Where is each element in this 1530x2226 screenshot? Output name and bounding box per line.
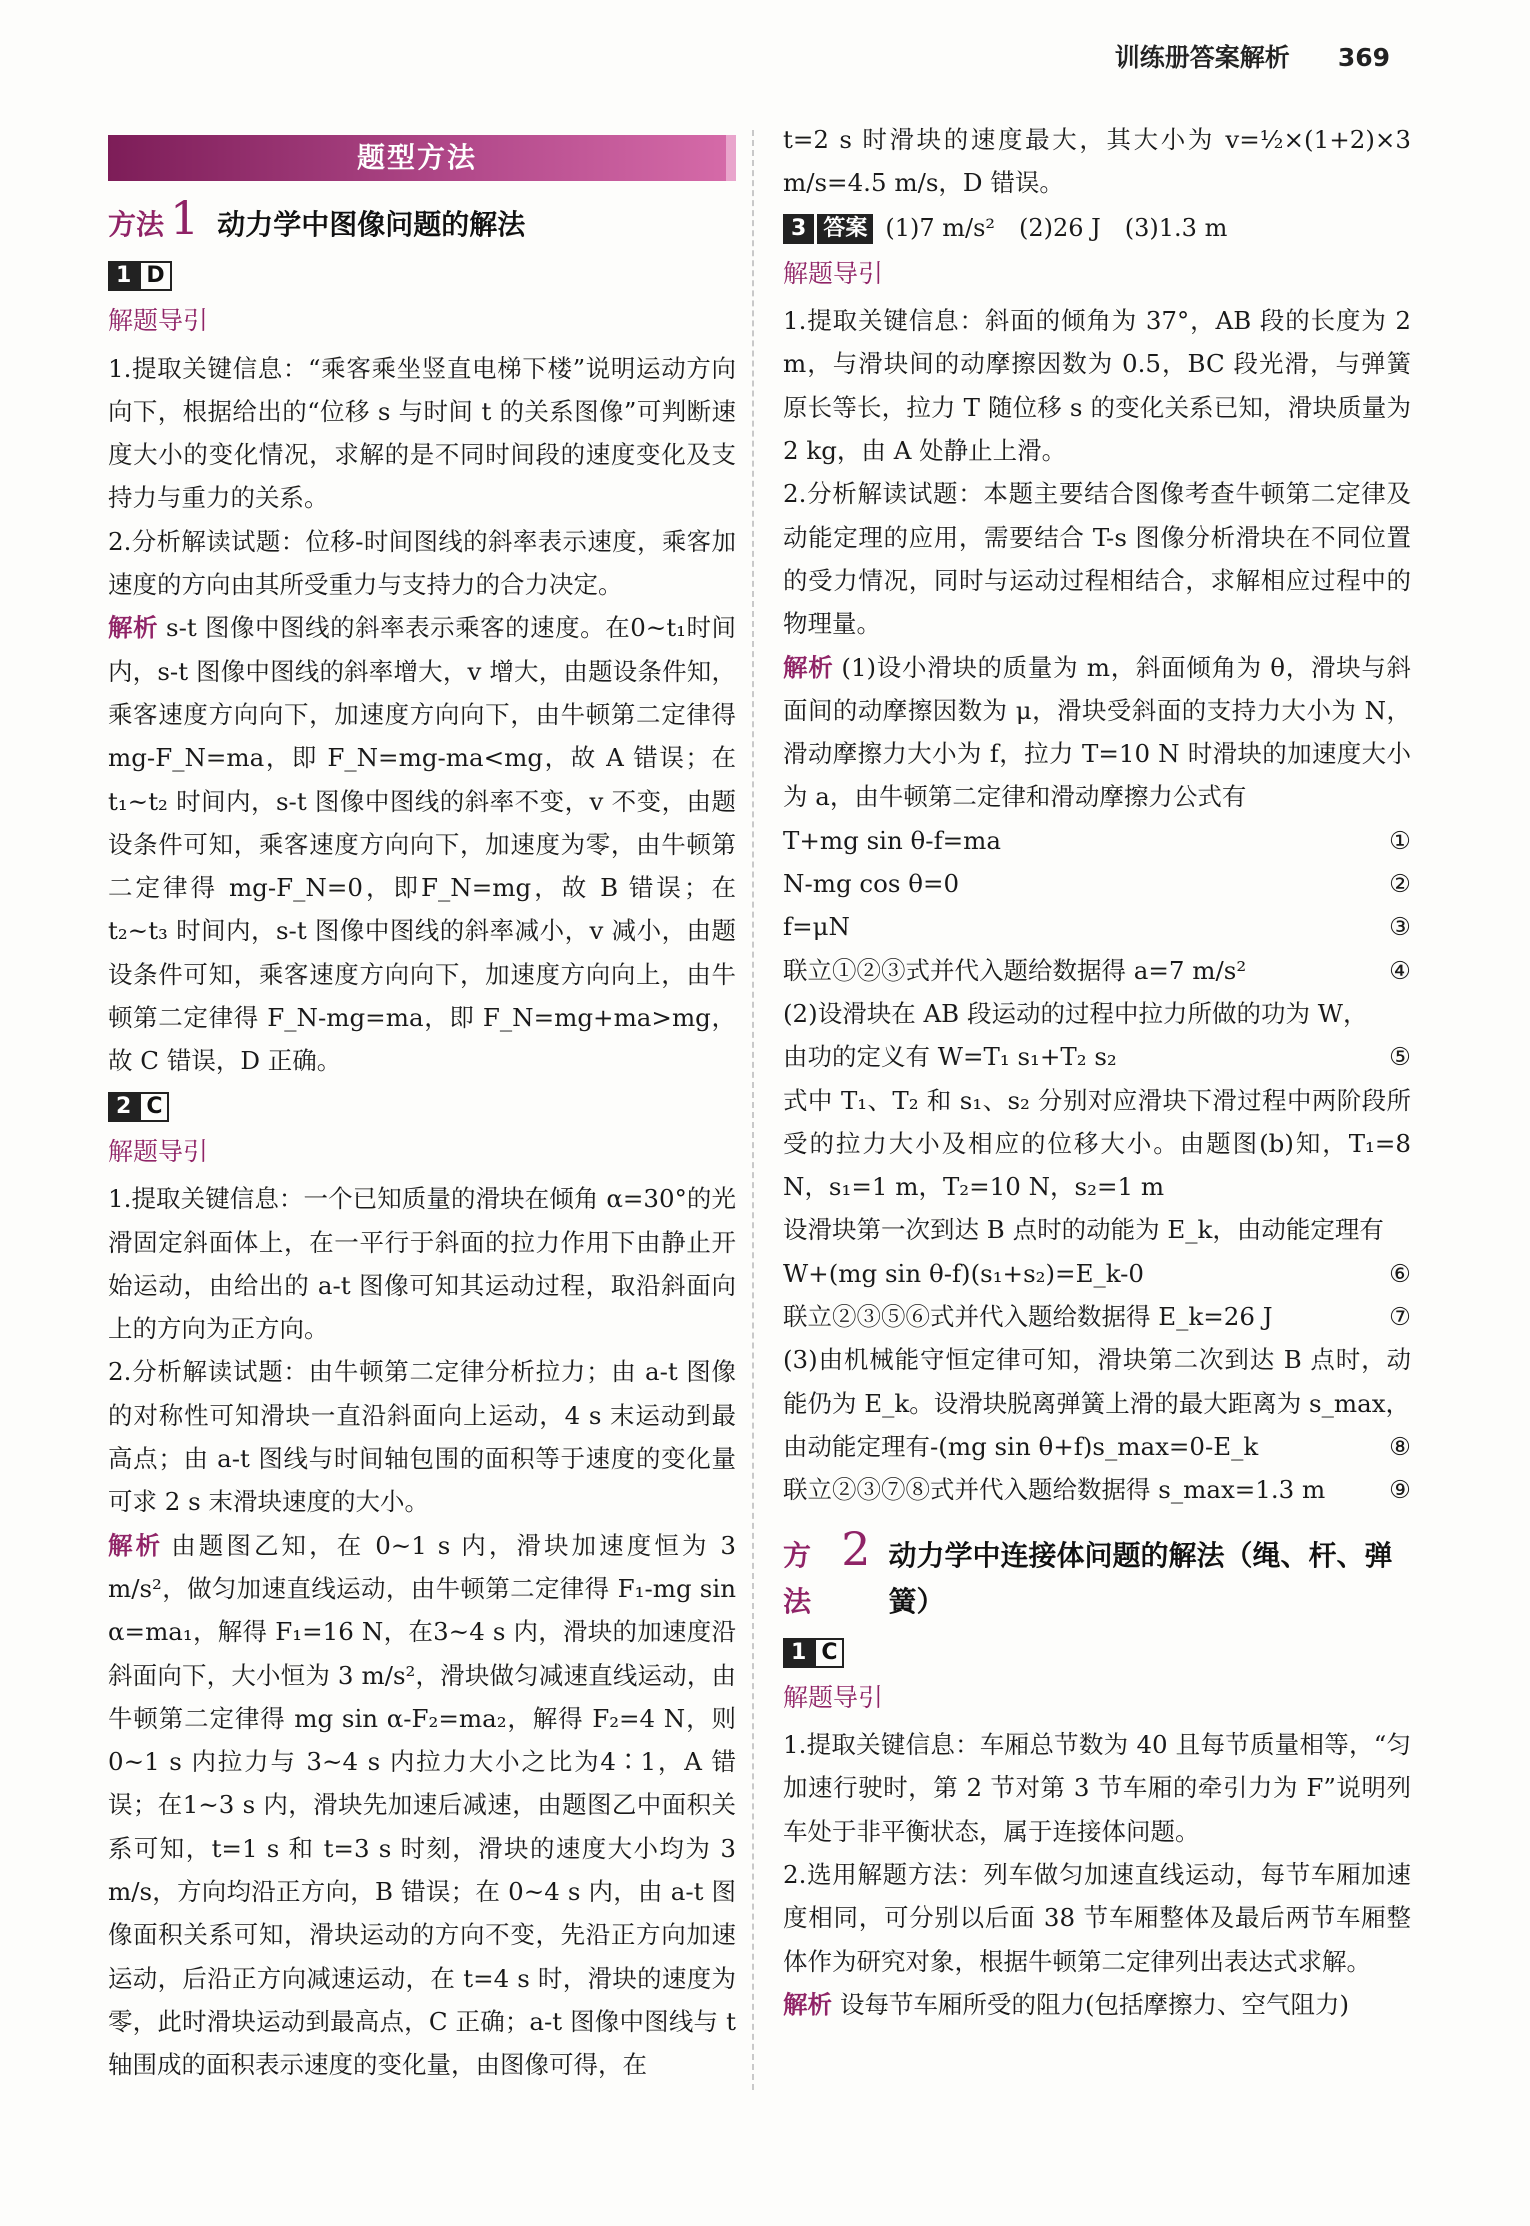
equation-text: 由功的定义有 W=T₁ s₁+T₂ s₂ [783, 1042, 1117, 1072]
equation-number: ④ [1389, 955, 1411, 985]
paragraph: 1.提取关键信息：“乘客乘坐竖直电梯下楼”说明运动方向向下，根据给出的“位移 s 与时间 t 的关系图像”可判断速度大小的变化情况，求解的是不同时间段的速度变化及支持力与重力的关系。 [108, 353, 736, 513]
header-title: 训练册答案解析 [1114, 43, 1290, 72]
guide-heading: 解题导引 [783, 1682, 884, 1712]
question-number: 1 [108, 261, 139, 291]
paragraph: 式中 T₁、T₂ 和 s₁、s₂ 分别对应滑块下滑过程中两阶段所受的拉力大小及相应的位移大小。由题图(b)知，T₁=8 N，s₁=1 m，T₂=10 N，s₂=1 m [783, 1085, 1411, 1202]
method-number: 1 [170, 191, 200, 245]
section-banner: 题型方法 [108, 135, 736, 181]
analysis-paragraph [783, 1983, 1411, 2026]
equation-text: 联立①②③式并代入题给数据得 a=7 m/s² [783, 955, 1247, 985]
method-label: 方法 [783, 1538, 812, 1618]
paragraph: 2.分析解读试题：位移-时间图线的斜率表示速度，乘客加速度的方向由其所受重力与支持力的合力决定。 [108, 526, 736, 600]
equation-text: 由动能定理有-(mg sin θ+f)s_max=0-E_k [783, 1431, 1259, 1461]
analysis-text: s-t 图像中图线的斜率表示乘客的速度。在0~t₁时间内，s-t 图像中图线的斜率增大，v 增大，由题设条件知，乘客速度方向向下，加速度方向向下，由牛顿第二定律得 mg-F_N=ma，即 F_N=mg-ma<mg，故 A 错误；在t₁~t₂ 时间内，s-t 图像中图线的斜率不变，v 不变，由题设条件可知，乘客速度方向向下，加速度为零，由牛顿第二定律得 mg-F_N=0，即F_N=mg，故 B 错误；在 t₂~t₃ 时间内，s-t 图像中图线的斜率减小，v 减小，由题设条件可知，乘客速度方向向下，加速度方向向上，由牛顿第二定律得 F_N-mg=ma，即 F_N=mg+ma>mg，故 C 错误，D 正确。 [108, 613, 737, 1076]
answer-badge-q3 [783, 214, 1227, 244]
equation-text: 联立②③⑦⑧式并代入题给数据得 s_max=1.3 m [783, 1475, 1326, 1505]
analysis-label: 解析 [108, 613, 159, 643]
analysis-text: 设每节车厢所受的阻力(包括摩擦力、空气阻力) [840, 1989, 1350, 2019]
method-title: 动力学中连接体问题的解法（绳、杆、弹簧） [888, 1538, 1393, 1618]
equation-number: ⑤ [1389, 1042, 1411, 1072]
equation-line [783, 1035, 1411, 1078]
analysis-paragraph [108, 1524, 736, 2087]
equation-number: ⑦ [1389, 1302, 1411, 1332]
equation-text: W+(mg sin θ-f)(s₁+s₂)=E_k-0 [783, 1258, 1144, 1288]
equation-line [783, 949, 1411, 992]
equation-number: ① [1389, 825, 1411, 855]
paragraph: t=2 s 时滑块的速度最大，其大小为 v=½×(1+2)×3 m/s=4.5 m/s，D 错误。 [783, 125, 1411, 198]
equation-text: N-mg cos θ=0 [783, 869, 960, 899]
paragraph: 1.提取关键信息：车厢总节数为 40 且每节质量相等，“匀加速行驶时，第 2 节对第 3 节车厢的牵引力为 F”说明列车处于非平衡状态，属于连接体问题。 [783, 1730, 1411, 1846]
paragraph: 1.提取关键信息：斜面的倾角为 37°，AB 段的长度为 2 m，与滑块间的动摩擦因数为 0.5，BC 段光滑，与弹簧原长等长，拉力 T 随位移 s 的变化关系已知，滑块质量为2 kg，由 A 处静止上滑。 [783, 306, 1411, 466]
question-number: 3 [783, 214, 814, 244]
answer-badge-q4 [783, 1638, 844, 1668]
equation-line [783, 1425, 1411, 1468]
guide-heading: 解题导引 [783, 258, 884, 288]
left-column [108, 135, 736, 2086]
paragraph: 2.选用解题方法：列车做匀加速直线运动，每节车厢加速度相同，可分别以后面 38 节车厢整体及最后两节车厢整体作为研究对象，根据牛顿第二定律列出表达式求解。 [783, 1859, 1411, 1976]
equation-text: 联立②③⑤⑥式并代入题给数据得 E_k=26 J [783, 1302, 1273, 1332]
page-header [1115, 38, 1390, 74]
analysis-label: 解析 [783, 652, 834, 682]
paragraph: 设滑块第一次到达 B 点时的动能为 E_k，由动能定理有 [783, 1215, 1384, 1245]
method-number: 2 [841, 1521, 871, 1576]
equation-line [783, 1468, 1411, 1511]
equation-line [783, 1252, 1411, 1295]
equation-text: f=μN [783, 912, 850, 942]
paragraph: (3)由机械能守恒定律可知，滑块第二次到达 B 点时，动能仍为 E_k。设滑块脱离弹簧上滑的最大距离为 s_max， [783, 1345, 1411, 1418]
answer-badge-q1 [108, 261, 172, 291]
method-heading-1 [108, 191, 736, 248]
answer-tag: 答案 [817, 214, 873, 244]
equation-line [783, 862, 1411, 905]
analysis-text: 由题图乙知，在 0~1 s 内，滑块加速度恒为 3 m/s²，做匀加速直线运动，由牛顿第二定律得 F₁-mg sin α=ma₁，解得 F₁=16 N，在3~4 s 内，滑块的加速度沿斜面向下，大小恒为 3 m/s²，滑块做匀减速直线运动，由牛顿第二定律得 mg sin α-F₂=ma₂，解得 F₂=4 N，则 0~1 s 内拉力与 3~4 s 内拉力大小之比为4∶1，A 错误；在1~3 s 内，滑块先加速后减速，由题图乙中面积关系可知，t=1 s 和 t=3 s 时刻，滑块的速度大小均为 3 m/s，方向均沿正方向，B 错误；在 0~4 s 内，由 a-t 图像面积关系可知，滑块运动的方向不变，先沿正方向加速运动，后沿正方向减速运动，在 t=4 s 时，滑块的速度为零，此时滑块运动到最高点，C 正确；a-t 图像中图线与 t 轴围成的面积表示速度的变化量，由图像可得，在 [108, 1530, 737, 2080]
equation-number: ⑨ [1389, 1475, 1411, 1505]
answer-letter: C [814, 1638, 844, 1668]
equation-line [783, 905, 1411, 948]
analysis-paragraph [108, 606, 736, 1082]
answer-letter: C [139, 1092, 169, 1122]
equation-line [783, 1295, 1411, 1338]
question-number: 1 [783, 1638, 814, 1668]
paragraph: 2.分析解读试题：本题主要结合图像考查牛顿第二定律及动能定理的应用，需要结合 T-s 图像分析滑块在不同位置的受力情况，同时与运动过程相结合，求解相应过程中的物理量。 [783, 479, 1411, 639]
equation-text: T+mg sin θ-f=ma [783, 825, 1002, 855]
method-heading-2 [783, 1521, 1411, 1625]
answer-text: (1)7 m/s² (2)26 J (3)1.3 m [885, 213, 1228, 242]
equation-number: ⑧ [1389, 1431, 1411, 1461]
paragraph: (2)设滑块在 AB 段运动的过程中拉力所做的功为 W， [783, 998, 1368, 1028]
paragraph: 2.分析解读试题：由牛顿第二定律分析拉力；由 a-t 图像的对称性可知滑块一直沿斜面向上运动，4 s 末运动到最高点；由 a-t 图线与时间轴包围的面积等于速度的变化量可求 2 s 末滑块速度的大小。 [108, 1357, 736, 1517]
analysis-label: 解析 [108, 1530, 164, 1560]
analysis-text: (1)设小滑块的质量为 m，斜面倾角为 θ，滑块与斜面间的动摩擦因数为 μ，滑块受斜面的支持力大小为 N，滑动摩擦力大小为 f，拉力 T=10 N 时滑块的加速度大小为 a，由牛顿第二定律和滑动摩擦力公式有 [783, 652, 1412, 812]
equation-number: ③ [1389, 912, 1411, 942]
analysis-paragraph [783, 646, 1411, 819]
page-number: 369 [1337, 43, 1390, 72]
answer-letter: D [139, 261, 171, 291]
method-title: 动力学中图像问题的解法 [217, 208, 526, 241]
equation-line [783, 819, 1411, 862]
guide-heading: 解题导引 [108, 1136, 209, 1166]
column-divider [752, 130, 754, 2090]
analysis-label: 解析 [783, 1989, 832, 2019]
equation-number: ② [1389, 869, 1411, 899]
paragraph: 1.提取关键信息：一个已知质量的滑块在倾角 α=30°的光滑固定斜面体上，在一平行于斜面的拉力作用下由静止开始运动，由给出的 a-t 图像可知其运动过程，取沿斜面向上的方向为正方向。 [108, 1184, 736, 1344]
guide-heading: 解题导引 [108, 306, 209, 336]
equation-number: ⑥ [1389, 1258, 1411, 1288]
answer-badge-q2 [108, 1092, 169, 1122]
question-number: 2 [108, 1092, 139, 1122]
right-column [783, 118, 1411, 2026]
method-label: 方法 [108, 208, 165, 241]
